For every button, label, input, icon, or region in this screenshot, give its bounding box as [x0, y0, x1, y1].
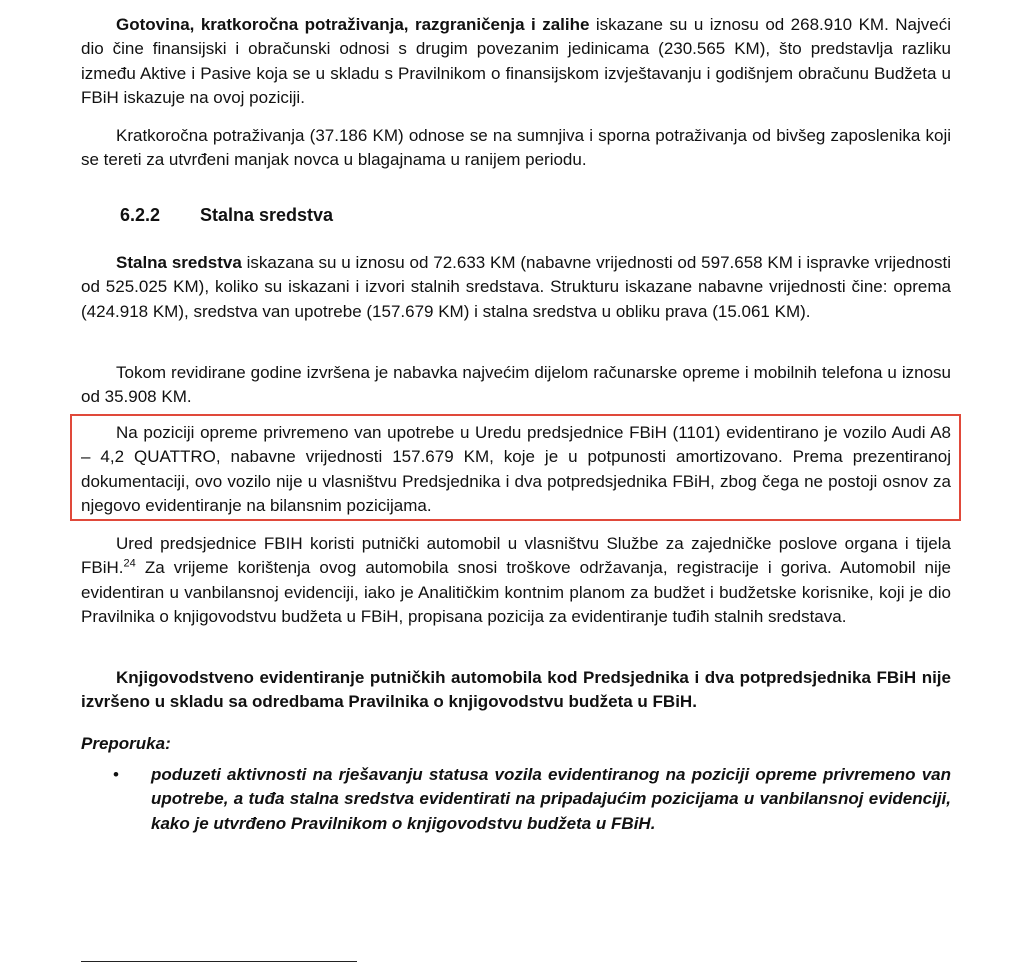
finding-text: Knjigovodstveno evidentiranje putničkih automobila kod Predsjednika i dva potpredsjednika FBiH nije izvršeno u skladu sa odredbama Pravilnika o knjigovodstvu budžeta u FBiH. — [81, 668, 951, 712]
paragraph-text: Na poziciji opreme privremeno van upotrebe u Uredu predsjednice FBiH (1101) evidentirano je vozilo Audi A8 – 4,2 QUATTRO, nabavne vrijednosti 157.679 KM, koje je u potpunosti amortizovano. Prema prezentiranoj dokumentaciji, ovo vozilo nije u vlasništvu Predsjednika i dva potpredsjednika FBiH, zbog čega ne postoji osnov za njegovo evidentiranje na bilansnim pozicijama. — [81, 423, 951, 515]
recommendation-title: Preporuka: — [81, 734, 171, 753]
section-number: 6.2.2 — [120, 205, 161, 225]
paragraph-vehicle-highlighted — [81, 421, 951, 518]
footnote-separator — [81, 961, 357, 962]
paragraph-lead-bold: Gotovina, kratkoročna potraživanja, razgraničenja i zalihe — [116, 15, 590, 34]
paragraph-text: Tokom revidirane godine izvršena je nabavka najvećim dijelom računarske opreme i mobilnih telefona u iznosu od 35.908 KM. — [81, 363, 951, 407]
paragraph-text: iskazane su u iznosu od 268.910 KM. Najveći dio čine finansijski i obračunski odnosi s drugim povezanim jedinicama (230.565 KM), što predstavlja razliku između Aktive i Pasive koja se u skladu s Pravilnikom o finansijskom izvještavanju i godišnjem obračunu Budžeta u FBiH iskazuje na ovoj poziciji. — [81, 15, 951, 107]
paragraph-fixed-assets — [81, 251, 951, 324]
paragraph-text: iskazana su u iznosu od 72.633 KM (nabavne vrijednosti od 597.658 KM i ispravke vrijednosti od 525.025 KM), koliko su iskazani i izvori stalnih sredstava. Strukturu iskazane nabavne vrijednosti čine: oprema (424.918 KM), sredstva van upotrebe (157.679 KM) i stalna sredstva u obliku prava (15.061 KM). — [81, 253, 951, 321]
section-title: Stalna sredstva — [200, 205, 334, 225]
recommendation-list-item — [81, 763, 951, 836]
section-heading — [120, 203, 333, 227]
paragraph-lead-bold: Stalna sredstva — [116, 253, 242, 272]
finding-statement — [81, 666, 951, 715]
paragraph-cash-receivables — [81, 13, 951, 110]
paragraph-text: Ured predsjednice FBIH koristi putnički automobil u vlasništvu Službe za zajedničke poslove organa i tijela FBiH. — [81, 534, 951, 578]
paragraph-procurement — [81, 361, 951, 410]
bullet-icon: • — [113, 765, 119, 784]
footnote-reference: 24 — [123, 557, 136, 570]
recommendation-text: poduzeti aktivnosti na rješavanju statusa vozila evidentiranog na poziciji opreme privremeno van upotrebe, a tuđa stalna sredstva evidentirati na pripadajućim pozicijama u vanbilansnoj evidenciji, kako je utvrđeno Pravilnikom o knjigovodstvu budžeta u FBiH. — [151, 765, 951, 833]
paragraph-short-term-receivables — [81, 124, 951, 173]
paragraph-text: Za vrijeme korištenja ovog automobila snosi troškove održavanja, registracije i goriva. Automobil nije evidentiran u vanbilansnoj evidenciji, iako je Analitičkim kontnim planom za budžet i budžetske korisnike, koji je dio Pravilnika o knjigovodstvu budžeta u FBiH, propisana pozicija za evidentiranje tuđih stalnih sredstava. — [81, 558, 951, 626]
paragraph-text: Kratkoročna potraživanja (37.186 KM) odnose se na sumnjiva i sporna potraživanja od bivšeg zaposlenika koji se tereti za utvrđeni manjak novca u blagajnama u ranijem periodu. — [81, 126, 951, 170]
paragraph-office-car — [81, 532, 951, 629]
